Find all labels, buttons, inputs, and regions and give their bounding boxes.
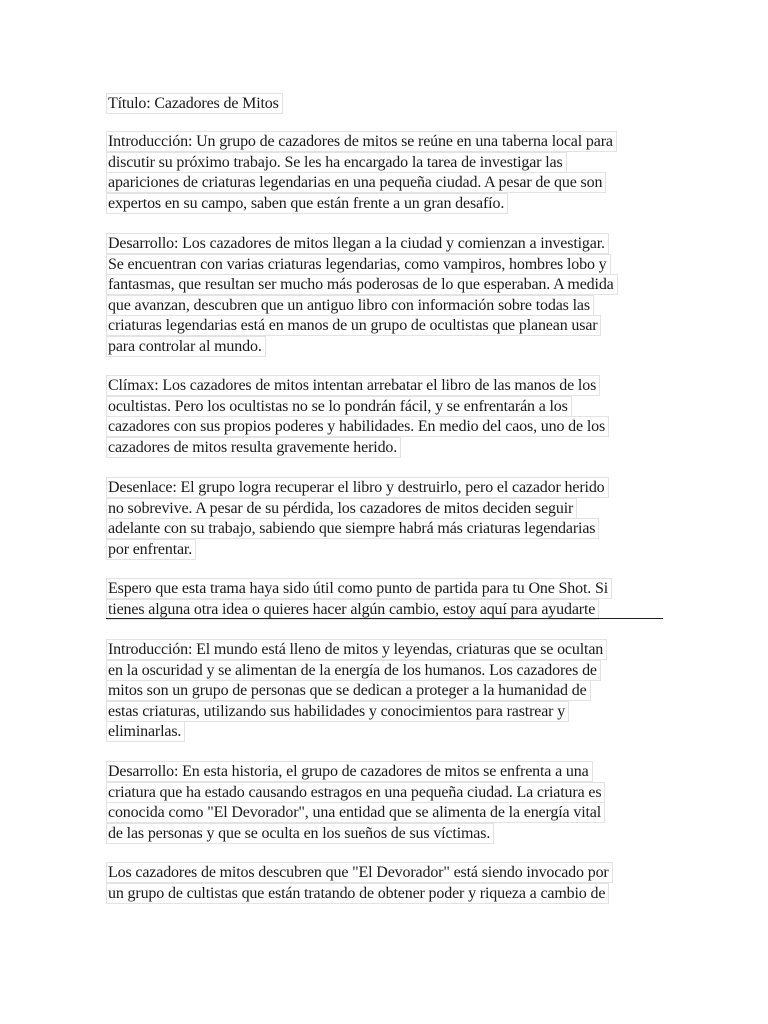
paragraph-line: Desarrollo: En esta historia, el grupo de cazadores de mitos se enfrenta a una (106, 761, 593, 782)
paragraph-line: que avanzan, descubren que un antiguo libro con información sobre todas las (106, 295, 594, 316)
paragraph-line: tienes alguna otra idea o quieres hacer algún cambio, estoy aquí para ayudarte (106, 599, 599, 620)
paragraph-line: estas criaturas, utilizando sus habilidades y conocimientos para rastrear y (106, 701, 569, 722)
paragraph-line: expertos en su campo, saben que están frente a un gran desafío. (106, 193, 508, 214)
paragraph-line: no sobrevive. A pesar de su pérdida, los cazadores de mitos deciden seguir (106, 498, 577, 519)
paragraph-closing-note (106, 578, 666, 619)
paragraph-line: Introducción: El mundo está lleno de mitos y leyendas, criaturas que se ocultan (106, 639, 607, 660)
paragraph-line: apariciones de criaturas legendarias en una pequeña ciudad. A pesar de que son (106, 172, 606, 193)
paragraph-line: cazadores con sus propios poderes y habilidades. En medio del caos, uno de los (106, 416, 609, 437)
title-text: Título: Cazadores de Mitos (106, 93, 283, 114)
paragraph-desarrollo-1 (106, 233, 666, 357)
paragraph-line: criatura que ha estado causando estragos en una pequeña ciudad. La criatura es (106, 782, 605, 803)
paragraph-line: eliminarlas. (106, 721, 185, 742)
paragraph-line: Desarrollo: Los cazadores de mitos llegan a la ciudad y comienzan a investigar. (106, 233, 609, 254)
paragraph-line: para controlar al mundo. (106, 336, 266, 357)
paragraph-line: por enfrentar. (106, 539, 196, 560)
paragraph-desenlace (106, 477, 666, 559)
paragraph-line: adelante con su trabajo, sabiendo que siempre habrá más criaturas legendarias (106, 518, 599, 539)
paragraph-line: Desenlace: El grupo logra recuperar el libro y destruirlo, pero el cazador herido (106, 477, 609, 498)
paragraph-line: un grupo de cultistas que están tratando de obtener poder y riqueza a cambio de (106, 883, 609, 904)
paragraph-introduction-2 (106, 639, 666, 742)
paragraph-line: ocultistas. Pero los ocultistas no se lo pondrán fácil, y se enfrentarán a los (106, 396, 572, 417)
paragraph-line: Espero que esta trama haya sido útil como punto de partida para tu One Shot. Si (106, 578, 612, 599)
paragraph-line: cazadores de mitos resulta gravemente herido. (106, 437, 401, 458)
paragraph-line: Clímax: Los cazadores de mitos intentan arrebatar el libro de las manos de los (106, 375, 600, 396)
paragraph-line: mitos son un grupo de personas que se dedican a proteger a la humanidad de (106, 680, 591, 701)
paragraph-desarrollo-2 (106, 761, 666, 843)
paragraph-introduction-1 (106, 131, 666, 213)
paragraph-line: Se encuentran con varias criaturas legendarias, como vampiros, hombres lobo y (106, 254, 611, 275)
paragraph-line: Introducción: Un grupo de cazadores de mitos se reúne en una taberna local para (106, 131, 617, 152)
paragraph-climax (106, 375, 666, 457)
paragraph-line: fantasmas, que resultan ser mucho más poderosas de lo que esperaban. A medida (106, 274, 618, 295)
paragraph-line: conocida como "El Devorador", una entidad que se alimenta de la energía vital (106, 802, 605, 823)
paragraph-cultistas (106, 862, 666, 903)
paragraph-line: discutir su próximo trabajo. Se les ha encargado la tarea de investigar las (106, 152, 567, 173)
document-title (106, 93, 666, 114)
paragraph-line: Los cazadores de mitos descubren que "El Devorador" está siendo invocado por (106, 862, 613, 883)
section-divider (106, 618, 663, 619)
paragraph-line: criaturas legendarias está en manos de un grupo de ocultistas que planean usar (106, 315, 601, 336)
paragraph-line: de las personas y que se oculta en los sueños de sus víctimas. (106, 823, 494, 844)
paragraph-line: en la oscuridad y se alimentan de la energía de los humanos. Los cazadores de (106, 660, 601, 681)
